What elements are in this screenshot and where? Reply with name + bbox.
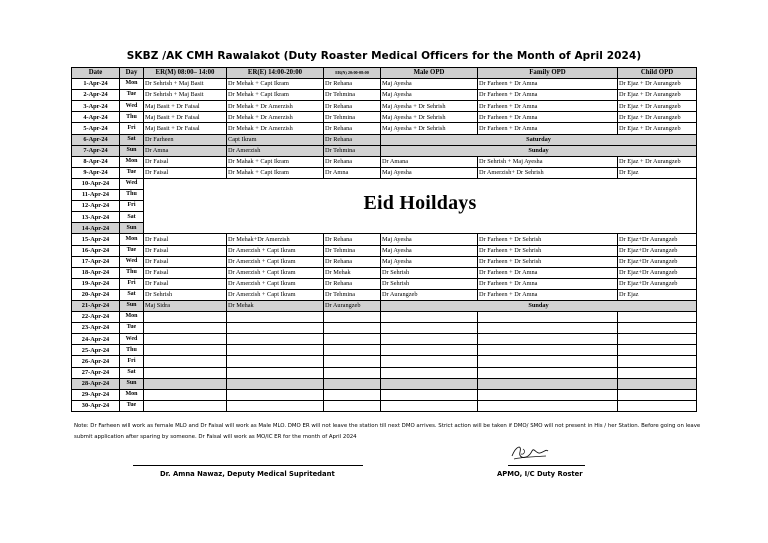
header-family-opd: Family OPD [478,68,618,79]
weekend-merged-cell: Sunday [381,145,697,156]
day-cell: Mon [120,156,144,167]
day-cell: Tue [120,167,144,178]
roster-row [72,378,697,389]
er-night-cell: Dr Rehana [324,101,381,112]
er-evening-cell [227,389,324,400]
roster-row [72,156,697,167]
child-opd-cell: Dr Ejaz + Dr Aurangzeb [618,90,697,101]
er-night-cell: Dr Rehana [324,79,381,90]
child-opd-cell: Dr Ejaz+Dr Aurangzeb [618,245,697,256]
er-evening-cell [227,345,324,356]
day-cell: Tue [120,323,144,334]
male-opd-cell: Dr Sehrish [381,278,478,289]
family-opd-cell: Dr Farheen + Dr Amna [478,123,618,134]
er-morning-cell [144,367,227,378]
date-cell: 25-Apr-24 [72,345,120,356]
day-cell: Fri [120,356,144,367]
male-opd-cell: Maj Ayesha + Dr Sehrish [381,112,478,123]
left-signature-line [133,465,363,466]
er-night-cell: Dr Tehmina [324,112,381,123]
day-cell: Sun [120,223,144,234]
family-opd-cell: Dr Farheen + Dr Amna [478,101,618,112]
roster-row [72,389,697,400]
child-opd-cell [618,367,697,378]
er-morning-cell: Maj Basit + Dr Faisal [144,112,227,123]
header-date: Date [72,68,120,79]
er-morning-cell: Dr Faisal [144,167,227,178]
er-evening-cell: Dr Mehak + Dr Amerzish [227,112,324,123]
er-evening-cell: Dr Amerzish + Capt Ikram [227,289,324,300]
er-morning-cell: Dr Faisal [144,234,227,245]
roster-row [72,101,697,112]
child-opd-cell [618,323,697,334]
male-opd-cell [381,323,478,334]
roster-row [72,300,697,311]
er-evening-cell: Dr Mehak + Capt Ikram [227,90,324,101]
roster-row [72,245,697,256]
date-cell: 14-Apr-24 [72,223,120,234]
male-opd-cell: Maj Ayesha [381,79,478,90]
roster-row [72,400,697,411]
er-morning-cell: Dr Faisal [144,245,227,256]
date-cell: 15-Apr-24 [72,234,120,245]
er-night-cell [324,356,381,367]
header-row [72,68,697,79]
page-title: SKBZ /AK CMH Rawalakot (Duty Roaster Medical Officers for the Month of April 2024) [126,50,642,62]
header-child-opd: Child OPD [618,68,697,79]
header-er-morning: ER(M) 08:00– 14:00 [144,68,227,79]
handwritten-signature [508,442,552,464]
er-evening-cell: Dr Mahak + Capt Ikram [227,156,324,167]
child-opd-cell [618,356,697,367]
er-morning-cell [144,323,227,334]
roster-note: Note: Dr Farheen will work as female MLO and Dr Faisal will work as Male MLO. DMO ER will not leave the station till next DMO arrives. Strict action will be taken if DMO/ SMO will not present in His / her Station. Before going on leave submit application after sparing by someone. Dr Faisal will work as MO/IC ER for the month of April 2024 [74,423,701,440]
family-opd-cell [478,389,618,400]
er-night-cell: Dr Rehana [324,123,381,134]
day-cell: Wed [120,178,144,189]
er-night-cell [324,312,381,323]
er-night-cell [324,345,381,356]
child-opd-cell: Dr Ejaz+Dr Aurangzeb [618,234,697,245]
er-evening-cell [227,312,324,323]
day-cell: Mon [120,79,144,90]
er-morning-cell [144,389,227,400]
male-opd-cell: Maj Ayesha + Dr Sehrish [381,123,478,134]
day-cell: Sat [120,134,144,145]
date-cell: 6-Apr-24 [72,134,120,145]
er-evening-cell [227,334,324,345]
er-evening-cell [227,378,324,389]
er-morning-cell: Dr Farheen [144,134,227,145]
date-cell: 1-Apr-24 [72,79,120,90]
weekend-merged-cell: Saturday [381,134,697,145]
er-night-cell [324,367,381,378]
roster-row [72,334,697,345]
child-opd-cell: Dr Ejaz [618,167,697,178]
roster-row [72,356,697,367]
date-cell: 29-Apr-24 [72,389,120,400]
er-evening-cell [227,356,324,367]
family-opd-cell: Dr Farheen + Dr Amna [478,289,618,300]
er-evening-cell: Dr Mehak+Dr Amerzish [227,234,324,245]
male-opd-cell: Maj Ayesha [381,234,478,245]
er-night-cell: Dr Tehmina [324,289,381,300]
family-opd-cell: Dr Farheen + Dr Sehrish [478,256,618,267]
date-cell: 7-Apr-24 [72,145,120,156]
child-opd-cell: Dr Ejaz + Dr Aurangzeb [618,112,697,123]
child-opd-cell: Dr Ejaz + Dr Aurangzeb [618,101,697,112]
roster-row [72,134,697,145]
er-evening-cell: Capt Ikram [227,134,324,145]
date-cell: 30-Apr-24 [72,400,120,411]
roster-row [72,145,697,156]
er-night-cell [324,378,381,389]
er-morning-cell: Dr Sehrish + Maj Basit [144,90,227,101]
day-cell: Mon [120,234,144,245]
child-opd-cell [618,389,697,400]
header-er-evening: ER(E) 14:00-20:00 [227,68,324,79]
roster-row [72,367,697,378]
day-cell: Mon [120,312,144,323]
child-opd-cell: Dr Ejaz + Dr Aurangzeb [618,79,697,90]
er-night-cell [324,389,381,400]
day-cell: Fri [120,201,144,212]
day-cell: Sat [120,289,144,300]
er-night-cell [324,334,381,345]
er-night-cell: Dr Rehana [324,156,381,167]
day-cell: Thu [120,345,144,356]
er-night-cell: Dr Rehana [324,134,381,145]
date-cell: 27-Apr-24 [72,367,120,378]
date-cell: 11-Apr-24 [72,190,120,201]
date-cell: 22-Apr-24 [72,312,120,323]
day-cell: Wed [120,101,144,112]
er-night-cell: Dr Rehana [324,234,381,245]
duty-roster-table [71,67,697,412]
child-opd-cell: Dr Ejaz [618,289,697,300]
er-morning-cell [144,334,227,345]
date-cell: 5-Apr-24 [72,123,120,134]
er-night-cell: Dr Tehmina [324,245,381,256]
family-opd-cell: Dr Farheen + Dr Sehrish [478,234,618,245]
date-cell: 12-Apr-24 [72,201,120,212]
er-morning-cell [144,356,227,367]
roster-row [72,256,697,267]
child-opd-cell: Dr Ejaz+Dr Aurangzeb [618,267,697,278]
child-opd-cell [618,345,697,356]
family-opd-cell [478,345,618,356]
male-opd-cell: Maj Ayesha [381,245,478,256]
er-night-cell: Dr Rehana [324,256,381,267]
male-opd-cell [381,389,478,400]
er-evening-cell: Dr Amerzish + Capt Ikram [227,256,324,267]
er-night-cell: Dr Aurangzeb [324,300,381,311]
roster-row [72,178,697,189]
child-opd-cell: Dr Ejaz + Dr Aurangzeb [618,123,697,134]
er-evening-cell: Dr Mahak + Capt Ikram [227,167,324,178]
family-opd-cell [478,378,618,389]
day-cell: Tue [120,400,144,411]
er-morning-cell: Dr Faisal [144,267,227,278]
er-morning-cell [144,400,227,411]
er-evening-cell: Dr Amerzish + Capt Ikram [227,245,324,256]
date-cell: 24-Apr-24 [72,334,120,345]
roster-row [72,112,697,123]
day-cell: Sat [120,212,144,223]
day-cell: Sun [120,378,144,389]
day-cell: Tue [120,90,144,101]
er-morning-cell: Maj Basit + Dr Faisal [144,123,227,134]
male-opd-cell [381,334,478,345]
child-opd-cell: Dr Ejaz+Dr Aurangzeb [618,278,697,289]
weekend-merged-cell: Sunday [381,300,697,311]
male-opd-cell [381,356,478,367]
day-cell: Sun [120,300,144,311]
er-morning-cell: Dr Faisal [144,278,227,289]
day-cell: Wed [120,334,144,345]
er-night-cell: Dr Amna [324,167,381,178]
er-morning-cell: Dr Sehrish + Maj Basit [144,79,227,90]
day-cell: Sat [120,367,144,378]
er-night-cell: Dr Tehmina [324,145,381,156]
date-cell: 3-Apr-24 [72,101,120,112]
day-cell: Tue [120,245,144,256]
header-male-opd: Male OPD [381,68,478,79]
er-night-cell: Dr Tehmina [324,90,381,101]
day-cell: Thu [120,190,144,201]
er-evening-cell [227,400,324,411]
male-opd-cell: Maj Ayesha [381,90,478,101]
er-evening-cell: Dr Mehak + Dr Amerzish [227,101,324,112]
date-cell: 21-Apr-24 [72,300,120,311]
day-cell: Fri [120,278,144,289]
day-cell: Wed [120,256,144,267]
male-opd-cell: Maj Ayesha [381,256,478,267]
er-morning-cell: Dr Faisal [144,256,227,267]
date-cell: 26-Apr-24 [72,356,120,367]
er-evening-cell: Dr Amerzish + Capt Ikram [227,267,324,278]
child-opd-cell: Dr Ejaz+Dr Aurangzeb [618,256,697,267]
date-cell: 2-Apr-24 [72,90,120,101]
family-opd-cell: Dr Farheen + Dr Amna [478,79,618,90]
eid-holidays-cell [144,178,697,233]
er-night-cell [324,400,381,411]
male-opd-cell [381,378,478,389]
male-opd-cell: Dr Sehrish [381,267,478,278]
date-cell: 28-Apr-24 [72,378,120,389]
header-day: Day [120,68,144,79]
child-opd-cell [618,312,697,323]
er-morning-cell: Maj Basit + Dr Faisal [144,101,227,112]
header-er-night: ER(N) 20:00-08:00 [324,68,381,79]
male-opd-cell [381,367,478,378]
er-morning-cell: Dr Sehrish [144,289,227,300]
roster-row [72,234,697,245]
family-opd-cell: Dr Farheen + Dr Amna [478,112,618,123]
roster-row [72,278,697,289]
right-signature-line [508,465,585,466]
apmo-name: APMO, I/C Duty Roster [497,470,583,478]
er-morning-cell: Maj Sidra [144,300,227,311]
date-cell: 16-Apr-24 [72,245,120,256]
er-evening-cell: Dr Mehak [227,300,324,311]
roster-row [72,289,697,300]
male-opd-cell: Dr Aurangzeb [381,289,478,300]
day-cell: Fri [120,123,144,134]
day-cell: Thu [120,112,144,123]
date-cell: 13-Apr-24 [72,212,120,223]
er-morning-cell [144,312,227,323]
family-opd-cell: Dr Sehrish + Maj Ayesha [478,156,618,167]
child-opd-cell [618,378,697,389]
er-night-cell: Dr Mehak [324,267,381,278]
roster-row [72,345,697,356]
roster-row [72,90,697,101]
male-opd-cell: Maj Ayesha [381,167,478,178]
deputy-ms-name: Dr. Amna Nawaz, Deputy Medical Supritedant [160,470,335,478]
male-opd-cell [381,345,478,356]
roster-row [72,323,697,334]
male-opd-cell: Dr Amana [381,156,478,167]
roster-row [72,123,697,134]
er-evening-cell [227,367,324,378]
date-cell: 4-Apr-24 [72,112,120,123]
er-evening-cell: Dr Amerzish + Capt Ikram [227,278,324,289]
roster-row [72,267,697,278]
family-opd-cell [478,367,618,378]
date-cell: 20-Apr-24 [72,289,120,300]
family-opd-cell [478,323,618,334]
family-opd-cell: Dr Farheen + Dr Amna [478,278,618,289]
er-evening-cell: Dr Mehak + Dr Amerzish [227,123,324,134]
family-opd-cell [478,356,618,367]
family-opd-cell [478,312,618,323]
male-opd-cell: Maj Ayesha + Dr Sehrish [381,101,478,112]
er-night-cell: Dr Rehana [324,278,381,289]
day-cell: Thu [120,267,144,278]
date-cell: 23-Apr-24 [72,323,120,334]
family-opd-cell [478,334,618,345]
child-opd-cell [618,334,697,345]
family-opd-cell: Dr Farheen + Dr Amna [478,90,618,101]
male-opd-cell [381,312,478,323]
day-cell: Mon [120,389,144,400]
roster-row [72,312,697,323]
child-opd-cell [618,400,697,411]
child-opd-cell: Dr Ejaz + Dr Aurangzeb [618,156,697,167]
family-opd-cell: Dr Farheen + Dr Sehrish [478,245,618,256]
er-morning-cell: Dr Amna [144,145,227,156]
er-morning-cell [144,345,227,356]
roster-row [72,167,697,178]
day-cell: Sun [120,145,144,156]
eid-holidays-label: Eid Hoildays [363,192,477,215]
er-evening-cell: Dr Amerzish [227,145,324,156]
er-evening-cell [227,323,324,334]
family-opd-cell: Dr Amerzish+ Dr Sehrish [478,167,618,178]
date-cell: 9-Apr-24 [72,167,120,178]
er-morning-cell: Dr Faisal [144,156,227,167]
date-cell: 10-Apr-24 [72,178,120,189]
date-cell: 19-Apr-24 [72,278,120,289]
family-opd-cell [478,400,618,411]
male-opd-cell [381,400,478,411]
date-cell: 18-Apr-24 [72,267,120,278]
date-cell: 17-Apr-24 [72,256,120,267]
er-morning-cell [144,378,227,389]
er-night-cell [324,323,381,334]
roster-row [72,79,697,90]
date-cell: 8-Apr-24 [72,156,120,167]
family-opd-cell: Dr Farheen + Dr Amna [478,267,618,278]
er-evening-cell: Dr Mehak + Capt Ikram [227,79,324,90]
